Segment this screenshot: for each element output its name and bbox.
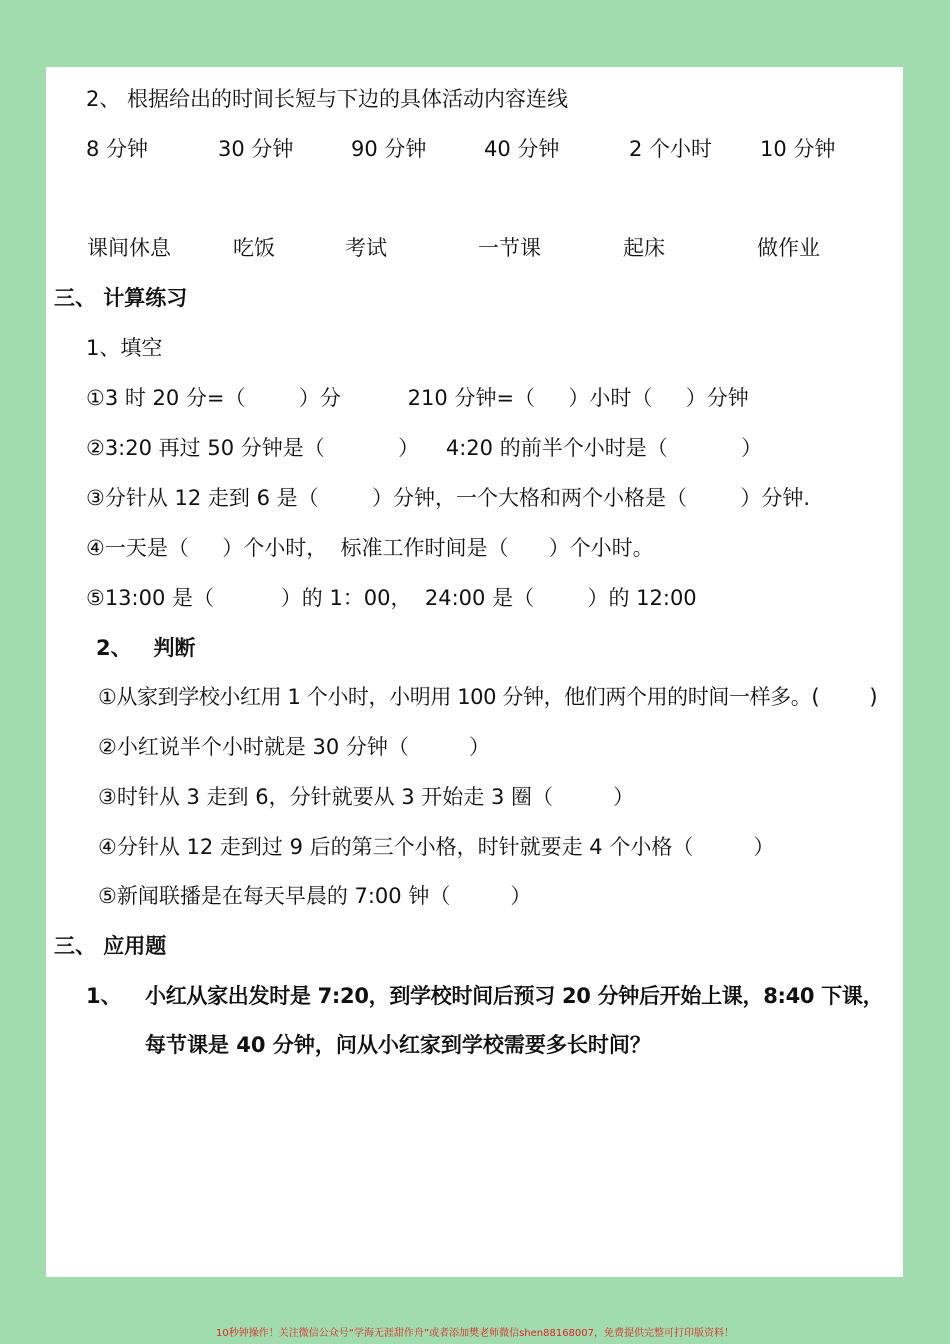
fill-item: ③分针从 12 走到 6 是（ ）分钟，一个大格和两个小格是（ ）分钟. (86, 486, 811, 510)
fill-item: ⑤13:00 是（ ）的 1：00， 24:00 是（ ）的 12:00 (86, 586, 697, 610)
activity-item: 课间休息 (87, 236, 171, 260)
fill-item: ②3:20 再过 50 分钟是（ ） 4:20 的前半个小时是（ ） (86, 436, 763, 460)
matching-title: 2、 根据给出的时间长短与下边的具体活动内容连线 (86, 87, 569, 111)
fill-item: ④一天是（ ）个小时， 标准工作时间是（ ）个小时。 (86, 536, 654, 560)
activity-item: 考试 (345, 236, 387, 260)
activity-item: 一节课 (478, 236, 541, 260)
duration-item: 40 分钟 (484, 137, 560, 161)
duration-item: 8 分钟 (86, 137, 149, 161)
judge-item: ④分针从 12 走到过 9 后的第三个小格，时针就要走 4 个小格（ ） (98, 835, 775, 859)
activity-item: 吃饭 (233, 236, 275, 260)
duration-item: 10 分钟 (760, 137, 836, 161)
judge-item: ⑤新闻联播是在每天早晨的 7:00 钟（ ） (98, 884, 532, 908)
fill-heading: 1、填空 (86, 336, 163, 360)
problem-number: 1、 (86, 984, 122, 1008)
judge-item: ③时针从 3 走到 6，分针就要从 3 开始走 3 圈（ ） (98, 785, 635, 809)
section-heading-calculation: 三、 计算练习 (54, 286, 188, 310)
judge-heading: 2、 判断 (96, 636, 196, 660)
footer-notice: 10秒钟操作！关注微信公众号“学海无涯甜作舟”或者添加樊老师微信shen88168007，免费提供完整可打印版资料！ (215, 1328, 735, 1339)
duration-item: 2 个小时 (629, 137, 713, 161)
judge-item: ①从家到学校小红用 1 个小时，小明用 100 分钟，他们两个用的时间一样多。( ) (98, 685, 878, 709)
activity-item: 起床 (623, 236, 665, 260)
duration-item: 90 分钟 (351, 137, 427, 161)
problem-text-line2: 每节课是 40 分钟，问从小红家到学校需要多长时间？ (145, 1033, 651, 1057)
judge-item: ②小红说半个小时就是 30 分钟（ ） (98, 735, 490, 759)
fill-item: ①3 时 20 分=（ ）分 210 分钟=（ ）小时（ ）分钟 (86, 386, 749, 410)
section-heading-application: 三、 应用题 (54, 934, 167, 958)
problem-text-line1: 小红从家出发时是 7:20，到学校时间后预习 20 分钟后开始上课，8:40 下课， (145, 984, 884, 1008)
activity-item: 做作业 (757, 236, 820, 260)
duration-item: 30 分钟 (218, 137, 294, 161)
